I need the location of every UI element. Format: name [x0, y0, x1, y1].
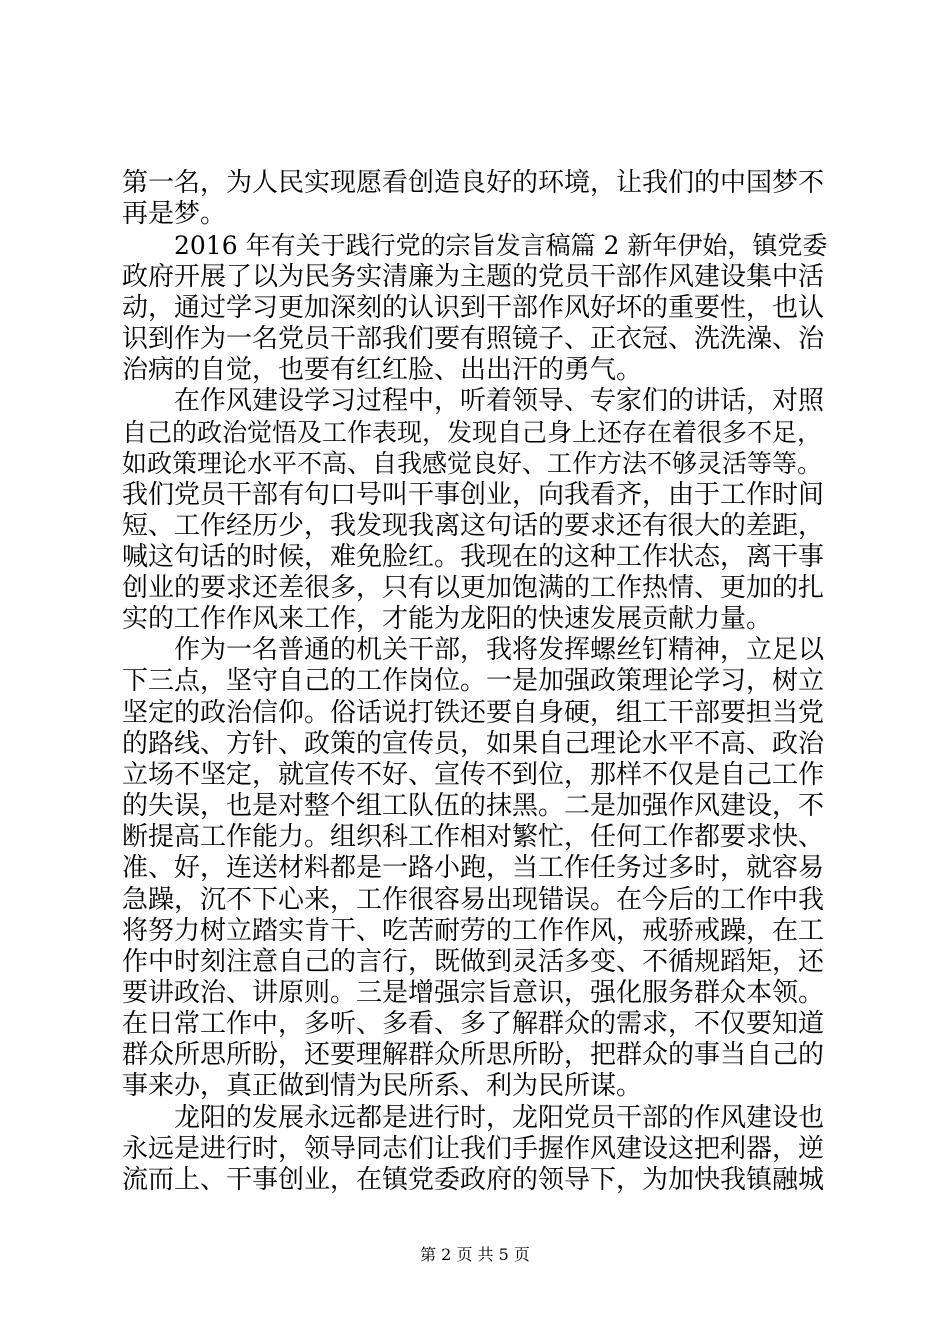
text-line: 第一名，为人民实现愿看创造良好的环境，让我们的中国梦不	[122, 168, 825, 198]
text-line: 急躁，沉不下心来，工作很容易出现错误。在今后的工作中我	[122, 884, 825, 915]
text-line: 永远是进行时，领导同志们让我们手握作风建设这把利器，逆	[122, 1133, 825, 1164]
text-line: 龙阳的发展永远都是进行时，龙阳党员干部的作风建设也	[174, 1102, 825, 1133]
text-line: 自己的政治觉悟及工作表现，发现自己身上还存在着很多不足，	[122, 418, 823, 448]
text-line: 政府开展了以为民务实清廉为主题的党员干部作风建设集中活	[122, 261, 825, 292]
text-line: 群众所思所盼，还要理解群众所思所盼，把群众的事当自己的	[122, 1040, 825, 1071]
text-line: 事来办，真正做到情为民所系、利为民所谋。	[122, 1071, 643, 1102]
text-line: 断提高工作能力。组织科工作相对繁忙，任何工作都要求快、	[122, 822, 825, 853]
text-line: 识到作为一名党员干部我们要有照镜子、正衣冠、洗洗澡、治	[122, 323, 825, 354]
text-line: 我们党员干部有句口号叫干事创业，向我看齐，由于工作时间	[122, 479, 825, 510]
text-line: 要讲政治、讲原则。三是增强宗旨意识，强化服务群众本领。	[122, 977, 825, 1008]
text-line: 立场不坚定，就宣传不好、宣传不到位，那样不仅是自己工作	[122, 759, 825, 790]
text-line: 流而上、干事创业，在镇党委政府的领导下，为加快我镇融城	[122, 1164, 825, 1195]
text-line: 如政策理论水平不高、自我感觉良好、工作方法不够灵活等等。	[122, 449, 823, 479]
page-number-footer: 第 2 页 共 5 页	[420, 1245, 530, 1264]
text-line: 作中时刻注意自己的言行，既做到灵活多变、不循规蹈矩，还	[122, 946, 825, 977]
text-line: 动，通过学习更加深刻的认识到干部作风好坏的重要性，也认	[122, 292, 825, 323]
text-line: 2016 年有关于践行党的宗旨发言稿篇 2 新年伊始，镇党委	[174, 231, 828, 261]
text-line: 作为一名普通的机关干部，我将发挥螺丝钉精神，立足以	[174, 635, 825, 666]
text-line: 再是梦。	[122, 199, 227, 230]
text-line: 在作风建设学习过程中，听着领导、专家们的讲话，对照	[174, 386, 825, 417]
text-line: 的路线、方针、政策的宣传员，如果自己理论水平不高、政治	[122, 728, 825, 759]
text-line: 治病的自觉，也要有红红脸、出出汗的勇气。	[122, 354, 643, 385]
text-line: 短、工作经历少，我发现我离这句话的要求还有很大的差距，	[122, 510, 825, 541]
text-line: 创业的要求还差很多，只有以更加饱满的工作热情、更加的扎	[122, 573, 825, 603]
text-line: 在日常工作中，多听、多看、多了解群众的需求，不仅要知道	[122, 1009, 825, 1040]
text-line: 喊这句话的时候，难免脸红。我现在的这种工作状态，离干事	[122, 541, 825, 572]
text-line: 下三点，坚守自己的工作岗位。一是加强政策理论学习，树立	[122, 666, 825, 697]
text-line: 坚定的政治信仰。俗话说打铁还要自身硬，组工干部要担当党	[122, 697, 825, 728]
text-line: 准、好，连送材料都是一路小跑，当工作任务过多时，就容易	[122, 853, 825, 884]
text-line: 实的工作作风来工作，才能为龙阳的快速发展贡献力量。	[122, 604, 773, 635]
text-line: 将努力树立踏实肯干、吃苦耐劳的工作作风，戒骄戒躁，在工	[122, 915, 825, 946]
text-line: 的失误，也是对整个组工队伍的抹黑。二是加强作风建设，不	[122, 791, 825, 821]
